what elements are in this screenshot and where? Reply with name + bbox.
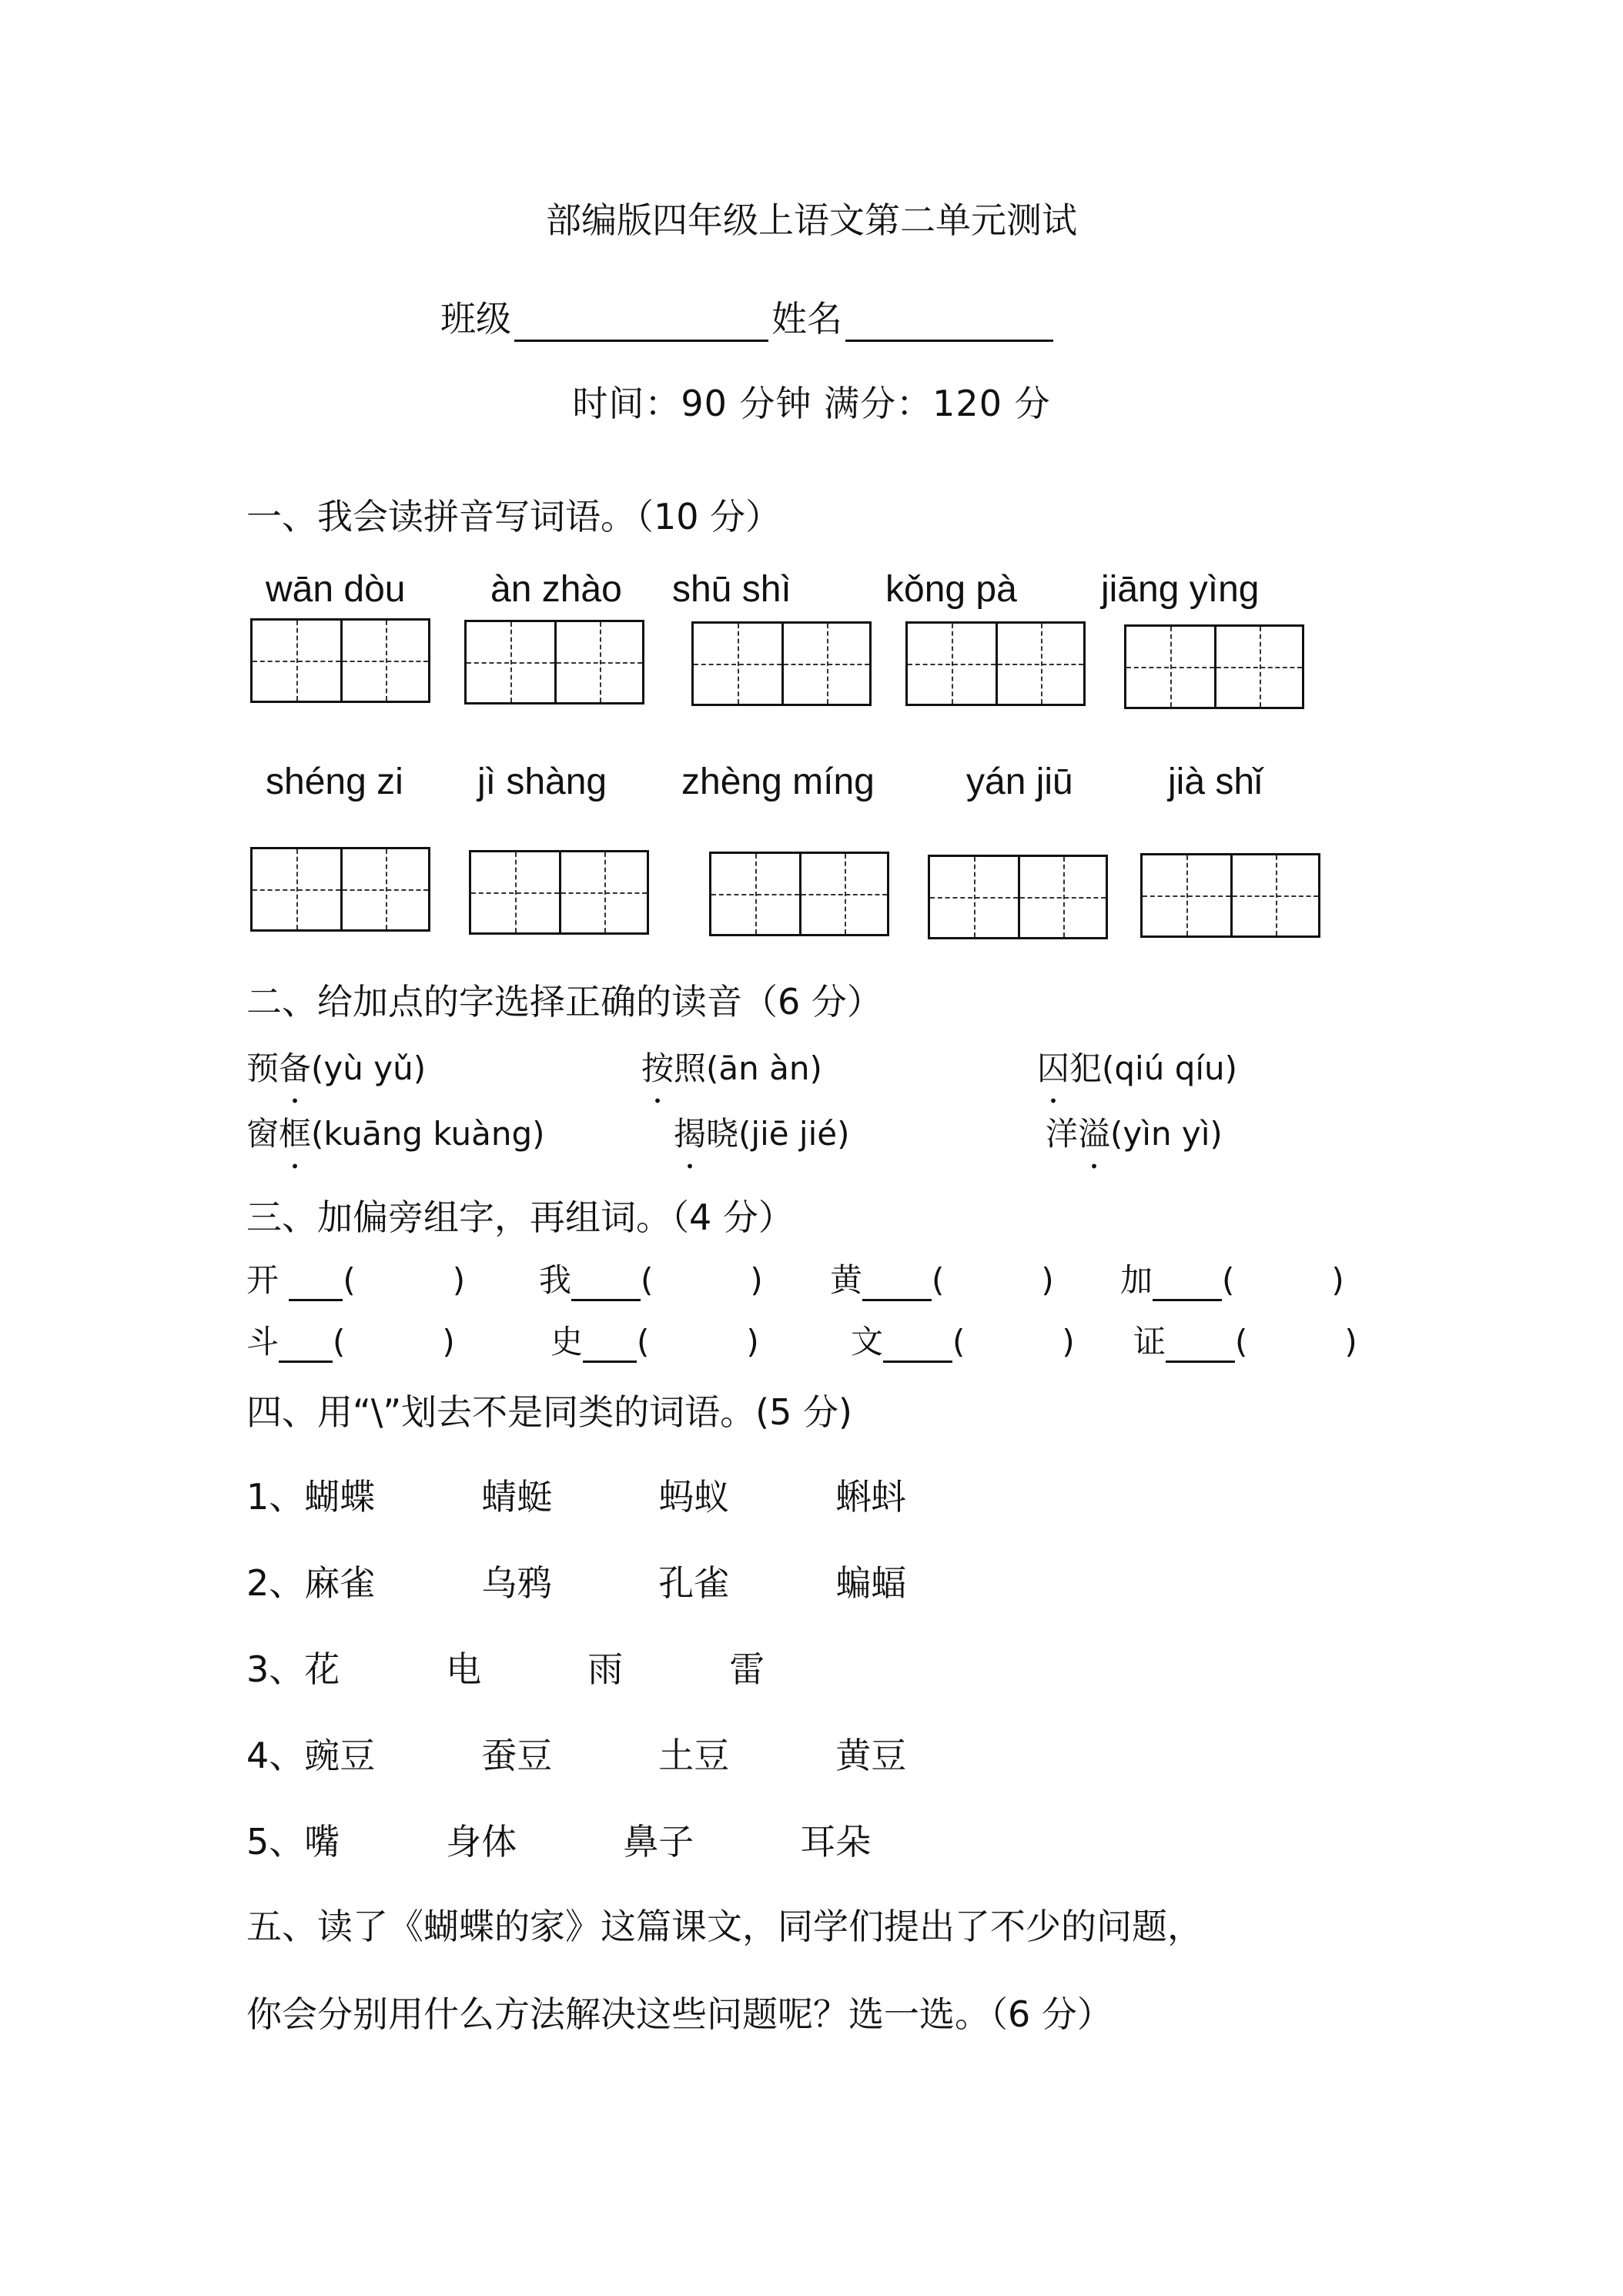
section5-line1: 五、读了《蝴蝶的家》这篇课文，同学们提出了不少的问题， <box>246 1906 1203 1947</box>
reading-item <box>641 1043 822 1089</box>
section3-heading: 三、加偏旁组字，再组词。（4 分） <box>246 1197 794 1238</box>
writing-grid[interactable] <box>250 618 430 703</box>
pinyin-1-3: shū shì <box>672 569 791 610</box>
writing-grid[interactable] <box>469 850 649 935</box>
writing-grid[interactable] <box>1124 624 1304 709</box>
word-row[interactable]: 3、花 电 雨 雷 <box>246 1648 765 1690</box>
item-options[interactable]: 犯(qiú qíu) <box>1069 1049 1238 1087</box>
time-score-line: 时间：90 分钟 满分：120 分 <box>572 383 1051 424</box>
word-row[interactable]: 2、麻雀 乌鸦 孔雀 蝙蝠 <box>246 1562 907 1604</box>
pinyin-1-1: wān dòu <box>266 569 406 610</box>
item-options[interactable]: (yù yǔ) <box>311 1049 427 1087</box>
dotted-char: 备 <box>279 1049 312 1087</box>
reading-item <box>1046 1109 1223 1155</box>
section5-line2: 你会分别用什么方法解决这些问题呢？选一选。（6 分） <box>246 1993 1113 2035</box>
name-label: 姓名 <box>771 298 842 340</box>
writing-grid[interactable] <box>709 852 889 936</box>
item-options[interactable]: (kuāng kuàng) <box>311 1115 545 1153</box>
word-row[interactable]: 5、嘴 身体 鼻子 耳朵 <box>246 1821 872 1863</box>
writing-grid[interactable] <box>250 847 430 932</box>
dotted-char: 按 <box>641 1049 674 1087</box>
radical-item[interactable]: 斗 ( ) <box>246 1317 455 1363</box>
item-options[interactable]: 照(ān àn) <box>674 1049 822 1087</box>
base-char: 证 <box>1133 1323 1166 1361</box>
dotted-char: 溢 <box>1078 1115 1111 1153</box>
item-text: 洋 <box>1046 1115 1079 1153</box>
dotted-char: 框 <box>279 1115 312 1153</box>
word-row[interactable]: 4、豌豆 蚕豆 土豆 黄豆 <box>246 1735 907 1776</box>
item-text: 预 <box>246 1049 279 1087</box>
writing-grid[interactable] <box>464 620 644 705</box>
base-char: 我 <box>539 1261 572 1299</box>
base-char: 斗 <box>246 1323 279 1361</box>
pinyin-2-5: jià shǐ <box>1168 761 1263 802</box>
radical-item[interactable]: 证 ( ) <box>1133 1317 1357 1363</box>
pinyin-1-4: kǒng pà <box>885 569 1017 610</box>
dotted-char: 揭 <box>674 1115 707 1153</box>
radical-item[interactable]: 加 ( ) <box>1120 1255 1344 1301</box>
writing-grid[interactable] <box>691 621 872 706</box>
pinyin-2-3: zhèng míng <box>681 761 875 802</box>
pinyin-2-4: yán jiū <box>966 761 1073 802</box>
base-char: 黄 <box>830 1261 863 1299</box>
item-text: 窗 <box>246 1115 279 1153</box>
radical-item[interactable]: 我 ( ) <box>539 1255 763 1301</box>
radical-item[interactable]: 史 ( ) <box>550 1317 759 1363</box>
reading-item <box>674 1109 850 1155</box>
pinyin-1-2: àn zhào <box>490 569 622 610</box>
class-label: 班级 <box>440 298 511 340</box>
pinyin-2-1: shéng zi <box>266 761 403 802</box>
base-char: 史 <box>550 1323 584 1361</box>
pinyin-2-2: jì shàng <box>477 761 607 802</box>
radical-item[interactable]: 黄 ( ) <box>830 1255 1054 1301</box>
base-char: 开 <box>246 1261 279 1299</box>
reading-item <box>246 1109 545 1155</box>
section2-heading: 二、给加点的字选择正确的读音（6 分） <box>246 981 882 1022</box>
reading-item <box>1037 1043 1237 1089</box>
page-title: 部编版四年级上语文第二单元测试 <box>546 199 1077 241</box>
class-name-line <box>440 291 1056 342</box>
base-char: 文 <box>851 1323 884 1361</box>
radical-item[interactable]: 文 ( ) <box>851 1317 1075 1363</box>
radical-item[interactable]: 开 ( ) <box>246 1255 465 1301</box>
pinyin-1-5: jiāng yìng <box>1101 569 1260 610</box>
class-blank[interactable] <box>514 306 768 342</box>
writing-grid[interactable] <box>1140 853 1320 938</box>
word-row[interactable]: 1、蝴蝶 蜻蜓 蚂蚁 蝌蚪 <box>246 1476 907 1518</box>
reading-item <box>246 1043 426 1089</box>
item-options[interactable]: 晓(jiē jié) <box>706 1115 850 1153</box>
section4-heading: 四、用“\”划去不是同类的词语。(5 分) <box>246 1391 852 1433</box>
base-char: 加 <box>1120 1261 1153 1299</box>
section1-heading: 一、我会读拼音写词语。（10 分） <box>246 496 781 537</box>
item-options[interactable]: (yìn yì) <box>1110 1115 1223 1153</box>
name-blank[interactable] <box>845 306 1053 342</box>
writing-grid[interactable] <box>928 855 1108 939</box>
writing-grid[interactable] <box>905 621 1086 706</box>
dotted-char: 囚 <box>1037 1049 1070 1087</box>
